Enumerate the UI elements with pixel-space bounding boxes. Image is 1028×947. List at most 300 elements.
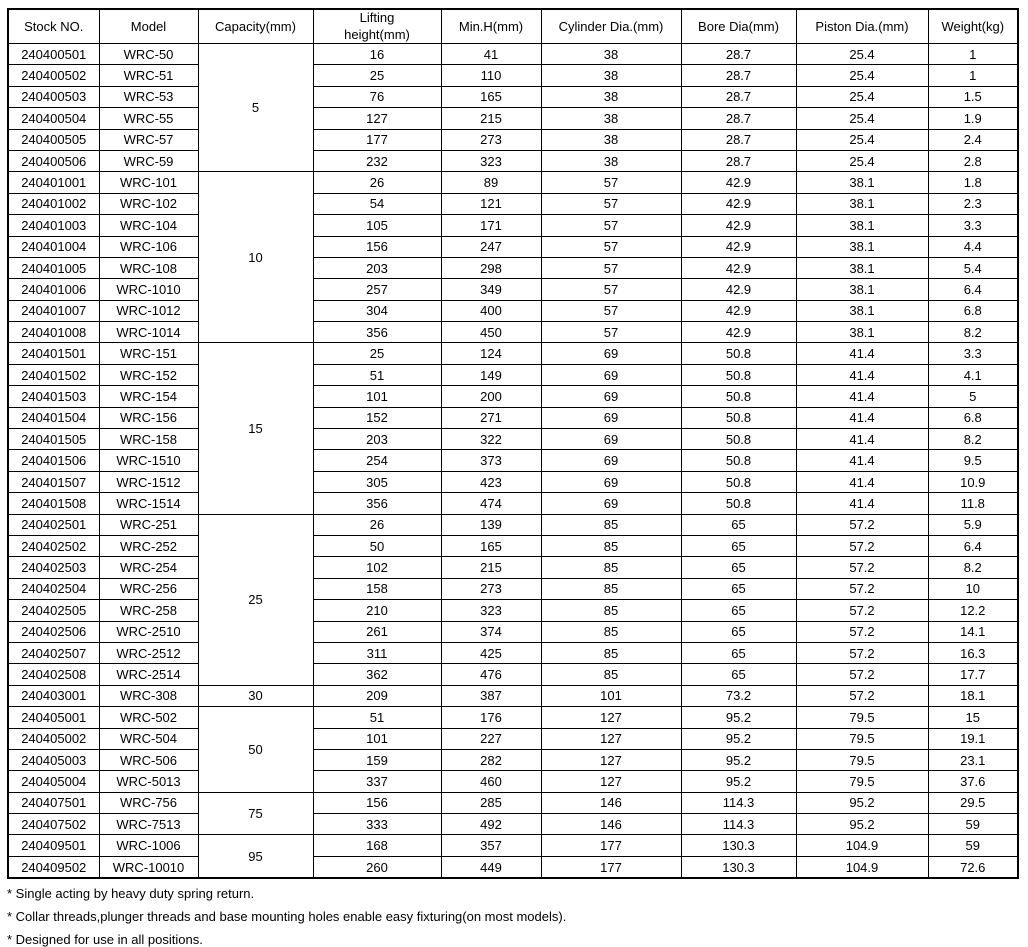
table-row [8,728,1018,749]
cell-lifting: 168 [313,835,441,856]
table-row [8,749,1018,770]
cell-weight: 59 [928,814,1018,835]
cell-weight: 18.1 [928,685,1018,706]
cell-minh: 373 [441,450,541,471]
cell-weight: 23.1 [928,749,1018,770]
cell-bore: 95.2 [681,749,796,770]
cell-weight: 16.3 [928,642,1018,663]
cell-model: WRC-50 [99,44,198,65]
cell-weight: 6.4 [928,535,1018,556]
cell-model: WRC-2510 [99,621,198,642]
cell-stock: 240401008 [8,322,99,343]
cell-weight: 8.2 [928,557,1018,578]
column-header-capacity: Capacity(mm) [198,9,313,44]
cell-bore: 42.9 [681,300,796,321]
cell-cylinder: 127 [541,707,681,728]
cell-stock: 240407501 [8,792,99,813]
cell-cylinder: 146 [541,792,681,813]
cell-piston: 41.4 [796,364,928,385]
cell-piston: 41.4 [796,343,928,364]
cell-minh: 89 [441,172,541,193]
cell-stock: 240402501 [8,514,99,535]
cell-weight: 4.4 [928,236,1018,257]
cell-bore: 114.3 [681,792,796,813]
cell-model: WRC-258 [99,600,198,621]
cell-model: WRC-101 [99,172,198,193]
cell-minh: 282 [441,749,541,770]
cell-bore: 50.8 [681,343,796,364]
cell-bore: 28.7 [681,86,796,107]
table-row [8,215,1018,236]
cell-lifting: 152 [313,407,441,428]
cell-bore: 50.8 [681,429,796,450]
cell-model: WRC-106 [99,236,198,257]
cell-model: WRC-756 [99,792,198,813]
cell-minh: 165 [441,86,541,107]
cell-model: WRC-108 [99,257,198,278]
cell-bore: 95.2 [681,707,796,728]
cell-weight: 10 [928,578,1018,599]
cell-model: WRC-151 [99,343,198,364]
cell-stock: 240401002 [8,193,99,214]
cell-lifting: 257 [313,279,441,300]
cell-minh: 425 [441,642,541,663]
cell-cylinder: 38 [541,44,681,65]
cell-capacity: 15 [198,343,313,514]
cell-stock: 240400502 [8,65,99,86]
cell-minh: 200 [441,386,541,407]
cell-stock: 240401508 [8,493,99,514]
cell-bore: 65 [681,578,796,599]
cell-cylinder: 85 [541,600,681,621]
cell-lifting: 156 [313,792,441,813]
cell-model: WRC-1012 [99,300,198,321]
cell-minh: 450 [441,322,541,343]
cell-weight: 3.3 [928,215,1018,236]
cell-lifting: 203 [313,257,441,278]
cell-cylinder: 57 [541,300,681,321]
cell-minh: 273 [441,129,541,150]
cell-bore: 73.2 [681,685,796,706]
cell-bore: 50.8 [681,471,796,492]
table-row [8,386,1018,407]
cell-bore: 65 [681,664,796,685]
cell-bore: 28.7 [681,108,796,129]
cell-model: WRC-1010 [99,279,198,300]
cell-lifting: 54 [313,193,441,214]
table-row [8,129,1018,150]
cell-stock: 240401007 [8,300,99,321]
cell-cylinder: 85 [541,535,681,556]
cell-cylinder: 127 [541,749,681,770]
table-row [8,814,1018,835]
table-row [8,44,1018,65]
table-row [8,707,1018,728]
table-row [8,364,1018,385]
cell-bore: 65 [681,600,796,621]
cell-lifting: 337 [313,771,441,792]
cell-piston: 25.4 [796,86,928,107]
cell-cylinder: 177 [541,835,681,856]
cell-stock: 240409501 [8,835,99,856]
cell-bore: 28.7 [681,44,796,65]
cell-minh: 215 [441,108,541,129]
footnote: * Designed for use in all positions. [7,932,203,947]
cell-lifting: 16 [313,44,441,65]
cell-minh: 374 [441,621,541,642]
cell-piston: 57.2 [796,578,928,599]
table-row [8,493,1018,514]
cell-model: WRC-506 [99,749,198,770]
cell-cylinder: 146 [541,814,681,835]
table-row [8,514,1018,535]
cell-model: WRC-156 [99,407,198,428]
cell-model: WRC-59 [99,150,198,171]
cell-bore: 95.2 [681,771,796,792]
cell-stock: 240401502 [8,364,99,385]
cell-stock: 240401501 [8,343,99,364]
cell-piston: 25.4 [796,65,928,86]
cell-bore: 42.9 [681,193,796,214]
cell-piston: 95.2 [796,792,928,813]
cell-minh: 139 [441,514,541,535]
table-row [8,279,1018,300]
cell-piston: 25.4 [796,44,928,65]
cell-piston: 79.5 [796,707,928,728]
cell-bore: 50.8 [681,386,796,407]
cell-model: WRC-10010 [99,856,198,878]
cell-minh: 121 [441,193,541,214]
cell-lifting: 50 [313,535,441,556]
cell-lifting: 203 [313,429,441,450]
cell-capacity: 5 [198,44,313,172]
cell-bore: 65 [681,535,796,556]
cell-piston: 25.4 [796,150,928,171]
cell-model: WRC-256 [99,578,198,599]
cell-minh: 247 [441,236,541,257]
cell-lifting: 260 [313,856,441,878]
table-row [8,450,1018,471]
cell-piston: 57.2 [796,535,928,556]
cell-minh: 273 [441,578,541,599]
cell-cylinder: 38 [541,129,681,150]
cell-minh: 298 [441,257,541,278]
cell-model: WRC-2514 [99,664,198,685]
cell-weight: 1.9 [928,108,1018,129]
cell-weight: 6.8 [928,300,1018,321]
column-header-model: Model [99,9,198,44]
column-header-bore-dia: Bore Dia(mm) [681,9,796,44]
column-header-stock-no: Stock NO. [8,9,99,44]
cell-cylinder: 38 [541,65,681,86]
cell-piston: 104.9 [796,835,928,856]
cell-minh: 492 [441,814,541,835]
table-row [8,856,1018,878]
cell-lifting: 26 [313,172,441,193]
cell-piston: 95.2 [796,814,928,835]
cell-bore: 65 [681,642,796,663]
cell-weight: 6.4 [928,279,1018,300]
table-row [8,642,1018,663]
cell-bore: 42.9 [681,257,796,278]
cell-model: WRC-1006 [99,835,198,856]
cell-cylinder: 57 [541,215,681,236]
table-row [8,685,1018,706]
table-row [8,621,1018,642]
cell-minh: 110 [441,65,541,86]
cell-model: WRC-502 [99,707,198,728]
cell-model: WRC-154 [99,386,198,407]
cell-capacity: 75 [198,792,313,835]
cell-minh: 176 [441,707,541,728]
cell-cylinder: 85 [541,514,681,535]
cell-capacity: 30 [198,685,313,706]
cell-stock: 240401006 [8,279,99,300]
cell-piston: 57.2 [796,685,928,706]
table-row [8,65,1018,86]
cell-bore: 130.3 [681,856,796,878]
cell-lifting: 254 [313,450,441,471]
cell-lifting: 304 [313,300,441,321]
cell-cylinder: 85 [541,642,681,663]
cell-piston: 79.5 [796,771,928,792]
cell-lifting: 51 [313,364,441,385]
cell-piston: 38.1 [796,322,928,343]
column-header-lifting-height-label: Lifting height(mm) [344,10,410,42]
cell-minh: 476 [441,664,541,685]
cell-weight: 2.8 [928,150,1018,171]
cell-piston: 38.1 [796,172,928,193]
cell-lifting: 261 [313,621,441,642]
cell-weight: 8.2 [928,429,1018,450]
cell-cylinder: 38 [541,108,681,129]
cell-bore: 65 [681,557,796,578]
table-row [8,322,1018,343]
cell-lifting: 25 [313,343,441,364]
cell-stock: 240401505 [8,429,99,450]
cell-minh: 165 [441,535,541,556]
cell-cylinder: 57 [541,236,681,257]
cell-weight: 59 [928,835,1018,856]
cell-piston: 41.4 [796,450,928,471]
cell-bore: 130.3 [681,835,796,856]
cell-cylinder: 85 [541,664,681,685]
cell-bore: 42.9 [681,172,796,193]
cell-model: WRC-7513 [99,814,198,835]
cell-model: WRC-254 [99,557,198,578]
cell-bore: 28.7 [681,150,796,171]
cell-stock: 240405002 [8,728,99,749]
cell-model: WRC-152 [99,364,198,385]
cell-minh: 171 [441,215,541,236]
cell-bore: 42.9 [681,279,796,300]
cell-cylinder: 127 [541,728,681,749]
cell-weight: 9.5 [928,450,1018,471]
cell-weight: 1 [928,44,1018,65]
cell-minh: 400 [441,300,541,321]
cell-stock: 240405004 [8,771,99,792]
cell-lifting: 333 [313,814,441,835]
cell-cylinder: 69 [541,429,681,450]
cell-lifting: 156 [313,236,441,257]
cell-weight: 1.5 [928,86,1018,107]
cell-lifting: 25 [313,65,441,86]
cell-bore: 42.9 [681,215,796,236]
cell-model: WRC-252 [99,535,198,556]
cell-minh: 423 [441,471,541,492]
table-row [8,150,1018,171]
cell-lifting: 362 [313,664,441,685]
cell-stock: 240401506 [8,450,99,471]
cell-cylinder: 57 [541,322,681,343]
table-row [8,557,1018,578]
cell-capacity: 50 [198,707,313,793]
cell-stock: 240400501 [8,44,99,65]
cell-weight: 6.8 [928,407,1018,428]
cell-stock: 240409502 [8,856,99,878]
cell-weight: 72.6 [928,856,1018,878]
cell-weight: 1.8 [928,172,1018,193]
cell-lifting: 209 [313,685,441,706]
cell-piston: 38.1 [796,300,928,321]
cell-minh: 387 [441,685,541,706]
table-row [8,172,1018,193]
cell-model: WRC-1510 [99,450,198,471]
cell-bore: 65 [681,621,796,642]
cell-cylinder: 38 [541,86,681,107]
cell-stock: 240400505 [8,129,99,150]
cell-weight: 11.8 [928,493,1018,514]
cell-capacity: 10 [198,172,313,343]
cell-piston: 57.2 [796,642,928,663]
cell-piston: 57.2 [796,621,928,642]
cell-weight: 4.1 [928,364,1018,385]
table-row [8,471,1018,492]
cell-weight: 12.2 [928,600,1018,621]
cell-lifting: 76 [313,86,441,107]
cell-cylinder: 85 [541,578,681,599]
cell-lifting: 159 [313,749,441,770]
cell-minh: 449 [441,856,541,878]
cell-stock: 240402502 [8,535,99,556]
cell-piston: 25.4 [796,108,928,129]
cell-model: WRC-104 [99,215,198,236]
cell-model: WRC-51 [99,65,198,86]
cell-lifting: 356 [313,322,441,343]
table-row [8,578,1018,599]
cell-stock: 240402503 [8,557,99,578]
table-row [8,108,1018,129]
cell-stock: 240403001 [8,685,99,706]
cell-cylinder: 69 [541,343,681,364]
cell-stock: 240402504 [8,578,99,599]
cell-model: WRC-1512 [99,471,198,492]
cell-weight: 37.6 [928,771,1018,792]
cell-piston: 57.2 [796,557,928,578]
footnote: * Single acting by heavy duty spring return. [7,886,255,902]
cell-bore: 65 [681,514,796,535]
cell-stock: 240400504 [8,108,99,129]
cell-stock: 240405001 [8,707,99,728]
table-row [8,193,1018,214]
cell-stock: 240401001 [8,172,99,193]
cell-weight: 5.4 [928,257,1018,278]
cell-minh: 227 [441,728,541,749]
cell-cylinder: 57 [541,257,681,278]
cell-stock: 240401005 [8,257,99,278]
cell-cylinder: 69 [541,386,681,407]
cell-piston: 38.1 [796,236,928,257]
cell-lifting: 105 [313,215,441,236]
cell-stock: 240402508 [8,664,99,685]
column-header-lifting-height [313,9,441,44]
cell-model: WRC-57 [99,129,198,150]
cell-minh: 41 [441,44,541,65]
cell-minh: 474 [441,493,541,514]
cell-stock: 240401503 [8,386,99,407]
table-row [8,771,1018,792]
table-row [8,343,1018,364]
cell-model: WRC-158 [99,429,198,450]
cell-model: WRC-1014 [99,322,198,343]
cell-lifting: 101 [313,728,441,749]
cell-cylinder: 101 [541,685,681,706]
cell-lifting: 177 [313,129,441,150]
cell-lifting: 305 [313,471,441,492]
cell-lifting: 210 [313,600,441,621]
footnote: * Collar threads,plunger threads and base mounting holes enable easy fixturing(on most models). [7,909,567,925]
cell-model: WRC-308 [99,685,198,706]
cell-cylinder: 85 [541,621,681,642]
column-header-cylinder-dia: Cylinder Dia.(mm) [541,9,681,44]
cell-bore: 50.8 [681,407,796,428]
cell-piston: 41.4 [796,493,928,514]
cell-cylinder: 85 [541,557,681,578]
cell-lifting: 101 [313,386,441,407]
table-row [8,86,1018,107]
cell-piston: 38.1 [796,193,928,214]
cell-minh: 322 [441,429,541,450]
column-header-piston-dia: Piston Dia.(mm) [796,9,928,44]
cell-bore: 42.9 [681,236,796,257]
cell-lifting: 232 [313,150,441,171]
table-row [8,600,1018,621]
column-header-weight: Weight(kg) [928,9,1018,44]
cell-weight: 10.9 [928,471,1018,492]
cell-cylinder: 127 [541,771,681,792]
cell-model: WRC-102 [99,193,198,214]
cell-piston: 38.1 [796,257,928,278]
cell-stock: 240401507 [8,471,99,492]
cell-capacity: 95 [198,835,313,878]
cell-piston: 57.2 [796,514,928,535]
cell-minh: 149 [441,364,541,385]
table-header [8,9,1018,44]
cell-model: WRC-251 [99,514,198,535]
cell-lifting: 26 [313,514,441,535]
cell-weight: 3.3 [928,343,1018,364]
cell-stock: 240402507 [8,642,99,663]
cell-piston: 57.2 [796,664,928,685]
cell-cylinder: 69 [541,364,681,385]
cell-minh: 357 [441,835,541,856]
cell-lifting: 158 [313,578,441,599]
cell-model: WRC-504 [99,728,198,749]
cell-model: WRC-1514 [99,493,198,514]
cell-piston: 38.1 [796,279,928,300]
cell-minh: 323 [441,600,541,621]
cell-cylinder: 57 [541,172,681,193]
